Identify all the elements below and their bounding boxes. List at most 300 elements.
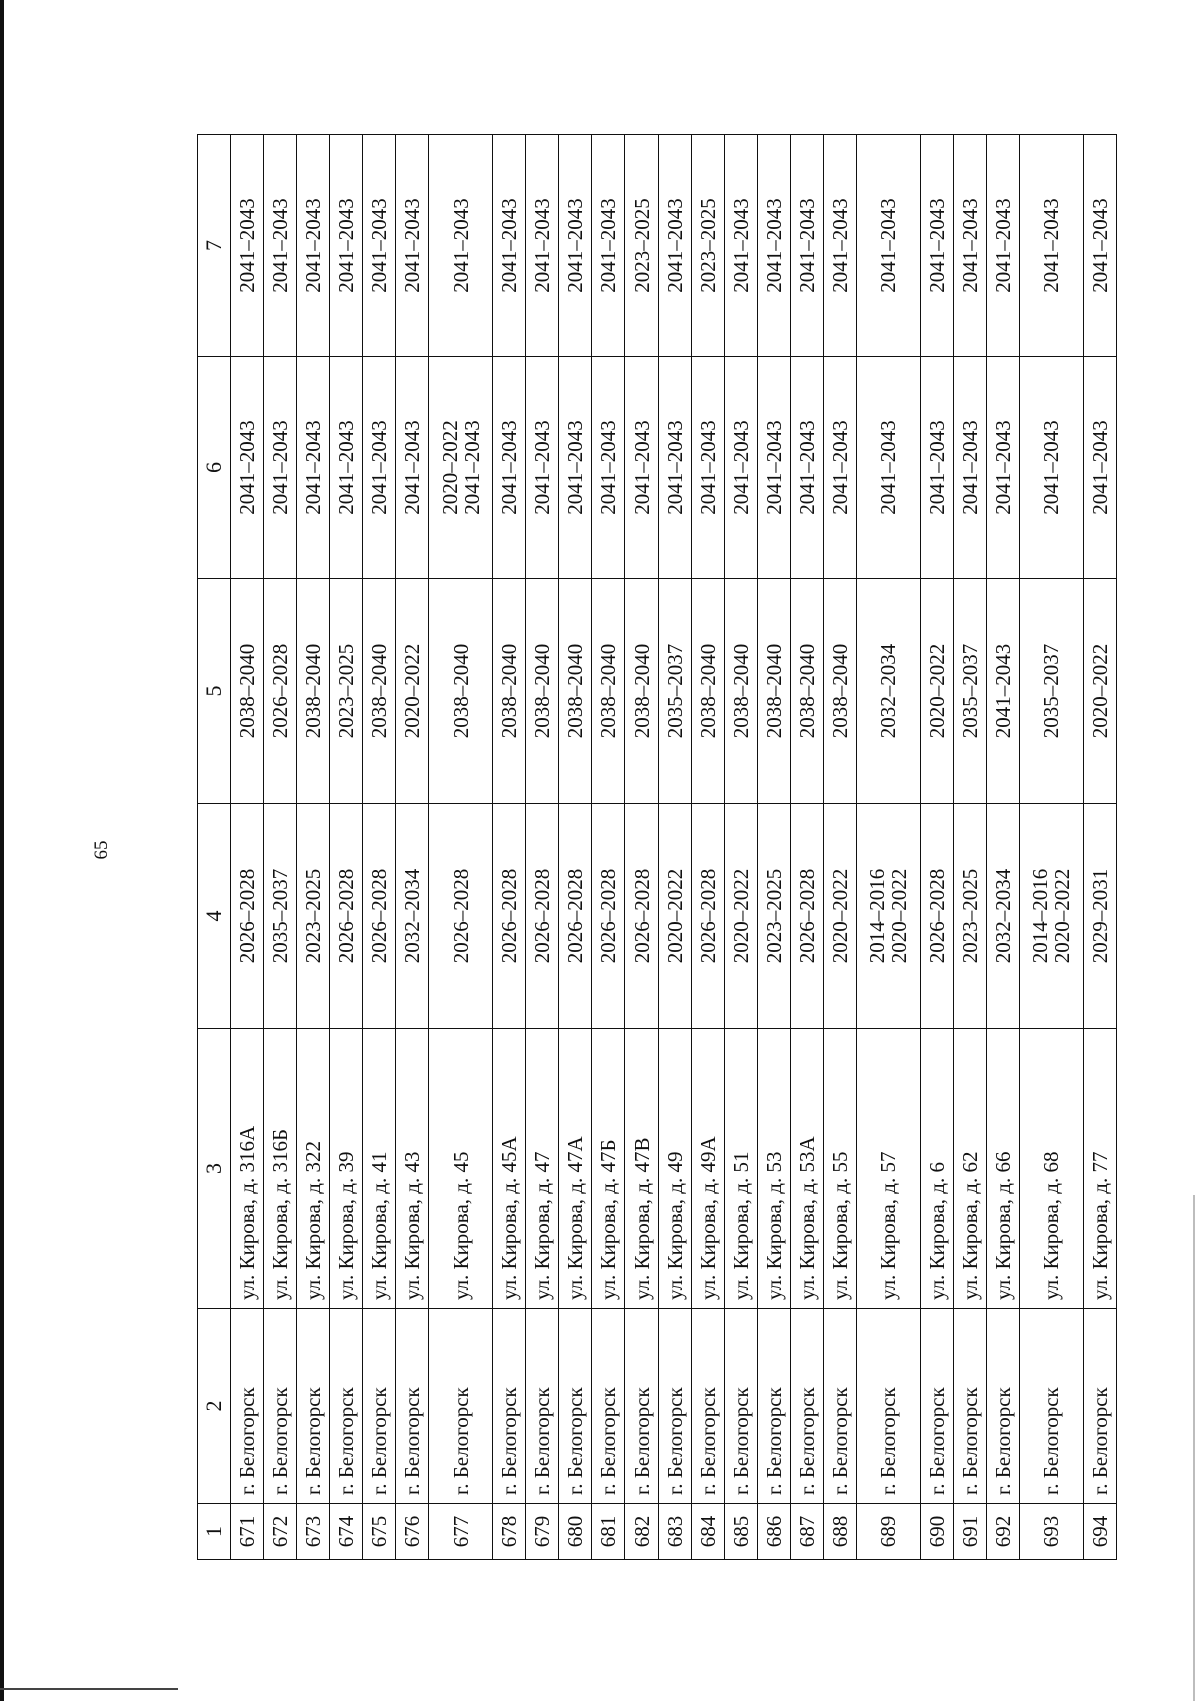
period-value: 2035–2037 (957, 643, 982, 739)
period-value: 2026–2028 (794, 868, 819, 964)
period-value: 2041–2043 (400, 420, 425, 515)
period-cell-c6 (757, 357, 790, 579)
period-cell-c7 (592, 135, 625, 357)
period-cell-c6 (363, 357, 396, 579)
period-value: 2041–2043 (530, 420, 555, 515)
row-number-cell: 685 (724, 1504, 757, 1560)
period-cell-c4 (757, 804, 790, 1029)
address-cell: ул. Кирова, д. 43 (396, 1029, 429, 1309)
period-value: 2038–2040 (448, 643, 473, 739)
period-value: 2026–2028 (448, 868, 473, 964)
address-cell: ул. Кирова, д. 49А (691, 1029, 724, 1309)
period-value: 2014–2016 (1028, 868, 1053, 964)
period-value: 2032–2034 (400, 868, 425, 964)
period-value: 2032–2034 (876, 643, 901, 739)
period-value: 2020–2022 (728, 868, 753, 964)
period-cell-c6 (559, 357, 592, 579)
period-cell-c6 (953, 357, 986, 579)
period-value: 2020–2022 (662, 868, 687, 964)
period-value: 2020–2022 (827, 868, 852, 964)
period-value: 2023–2025 (334, 643, 359, 739)
address-cell: ул. Кирова, д. 45А (493, 1029, 526, 1309)
address-cell: ул. Кирова, д. 49 (658, 1029, 691, 1309)
address-cell: ул. Кирова, д. 53А (790, 1029, 823, 1309)
period-cell-c6 (592, 357, 625, 579)
period-value: 2038–2040 (367, 643, 392, 739)
period-cell-c5 (264, 579, 297, 804)
row-number-cell: 676 (396, 1504, 429, 1560)
column-header: 5 (198, 579, 231, 804)
period-cell-c4 (625, 804, 658, 1029)
row-number-cell: 678 (493, 1504, 526, 1560)
period-value: 2041–2043 (268, 198, 293, 293)
period-value: 2041–2043 (235, 420, 260, 515)
column-header: 6 (198, 357, 231, 579)
city-cell: г. Белогорск (1019, 1309, 1083, 1504)
period-value: 2041–2043 (924, 198, 949, 293)
address-cell: ул. Кирова, д. 316А (231, 1029, 264, 1309)
period-cell-c4 (1019, 804, 1083, 1029)
period-value: 2020–2022 (1087, 643, 1112, 739)
period-cell-c7 (297, 135, 330, 357)
period-cell-c6 (1083, 357, 1116, 579)
period-value: 2041–2043 (301, 420, 326, 515)
period-cell-c5 (691, 579, 724, 804)
period-cell-c7 (625, 135, 658, 357)
period-value: 2041–2043 (662, 420, 687, 515)
period-cell-c4 (363, 804, 396, 1029)
period-value: 2041–2043 (235, 198, 260, 293)
period-cell-c4 (264, 804, 297, 1029)
table-row (986, 135, 1019, 1560)
period-cell-c6 (724, 357, 757, 579)
column-header: 4 (198, 804, 231, 1029)
period-value: 2041–2043 (1039, 198, 1064, 293)
period-cell-c4 (691, 804, 724, 1029)
table-row (757, 135, 790, 1560)
address-cell: ул. Кирова, д. 45 (429, 1029, 493, 1309)
schedule-table (197, 134, 1117, 1560)
period-cell-c7 (396, 135, 429, 357)
period-value: 2041–2043 (924, 420, 949, 515)
period-cell-c4 (429, 804, 493, 1029)
city-cell: г. Белогорск (264, 1309, 297, 1504)
address-cell: ул. Кирова, д. 57 (856, 1029, 920, 1309)
row-number-cell: 671 (231, 1504, 264, 1560)
period-value: 2035–2037 (268, 868, 293, 964)
period-cell-c7 (658, 135, 691, 357)
table-row (691, 135, 724, 1560)
period-cell-c7 (757, 135, 790, 357)
address-cell: ул. Кирова, д. 39 (330, 1029, 363, 1309)
city-cell: г. Белогорск (231, 1309, 264, 1504)
period-value: 2041–2043 (794, 420, 819, 515)
table-row (330, 135, 363, 1560)
table-row (526, 135, 559, 1560)
period-cell-c7 (823, 135, 856, 357)
period-value: 2041–2043 (761, 420, 786, 515)
row-number-cell: 681 (592, 1504, 625, 1560)
period-value: 2041–2043 (662, 198, 687, 293)
row-number-cell: 680 (559, 1504, 592, 1560)
city-cell: г. Белогорск (757, 1309, 790, 1504)
city-cell: г. Белогорск (625, 1309, 658, 1504)
period-cell-c4 (823, 804, 856, 1029)
row-number-cell: 693 (1019, 1504, 1083, 1560)
address-cell: ул. Кирова, д. 55 (823, 1029, 856, 1309)
period-cell-c4 (986, 804, 1019, 1029)
period-value: 2038–2040 (530, 643, 555, 739)
period-value: 2020–2022 (400, 643, 425, 739)
table-row (429, 135, 493, 1560)
table-row (920, 135, 953, 1560)
period-cell-c4 (658, 804, 691, 1029)
city-cell: г. Белогорск (920, 1309, 953, 1504)
period-value: 2035–2037 (1039, 643, 1064, 739)
period-cell-c7 (790, 135, 823, 357)
period-cell-c5 (1083, 579, 1116, 804)
period-value: 2038–2040 (563, 643, 588, 739)
period-value: 2023–2025 (695, 198, 720, 293)
period-value: 2041–2043 (563, 420, 588, 515)
city-cell: г. Белогорск (592, 1309, 625, 1504)
city-cell: г. Белогорск (724, 1309, 757, 1504)
period-cell-c4 (592, 804, 625, 1029)
period-value: 2041–2043 (268, 420, 293, 515)
period-value: 2038–2040 (497, 643, 522, 739)
period-cell-c5 (363, 579, 396, 804)
period-value: 2023–2025 (761, 868, 786, 964)
column-header: 3 (198, 1029, 231, 1309)
table-row (231, 135, 264, 1560)
period-value: 2041–2043 (530, 198, 555, 293)
period-cell-c5 (231, 579, 264, 804)
period-cell-c6 (526, 357, 559, 579)
address-cell: ул. Кирова, д. 51 (724, 1029, 757, 1309)
period-value: 2041–2043 (596, 198, 621, 293)
period-cell-c7 (920, 135, 953, 357)
period-value: 2041–2043 (459, 420, 484, 515)
table-row (1019, 135, 1083, 1560)
period-value: 2038–2040 (695, 643, 720, 739)
period-value: 2041–2043 (728, 198, 753, 293)
period-cell-c6 (264, 357, 297, 579)
period-cell-c5 (1019, 579, 1083, 804)
table-row (264, 135, 297, 1560)
period-cell-c5 (429, 579, 493, 804)
row-number-cell: 675 (363, 1504, 396, 1560)
period-cell-c7 (1019, 135, 1083, 357)
table-row (493, 135, 526, 1560)
period-value: 2023–2025 (957, 868, 982, 964)
row-number-cell: 679 (526, 1504, 559, 1560)
period-value: 2041–2043 (876, 420, 901, 515)
period-value: 2041–2043 (827, 420, 852, 515)
period-value: 2023–2025 (301, 868, 326, 964)
table-row (953, 135, 986, 1560)
city-cell: г. Белогорск (330, 1309, 363, 1504)
period-cell-c6 (658, 357, 691, 579)
scan-edge-left (0, 0, 4, 1701)
city-cell: г. Белогорск (823, 1309, 856, 1504)
table-row (396, 135, 429, 1560)
period-value: 2041–2043 (334, 420, 359, 515)
period-cell-c5 (953, 579, 986, 804)
address-cell: ул. Кирова, д. 68 (1019, 1029, 1083, 1309)
table-row (658, 135, 691, 1560)
period-value: 2041–2043 (876, 198, 901, 293)
row-number-cell: 673 (297, 1504, 330, 1560)
period-value: 2038–2040 (596, 643, 621, 739)
period-value: 2041–2043 (596, 420, 621, 515)
period-value: 2041–2043 (957, 420, 982, 515)
period-value: 2041–2043 (334, 198, 359, 293)
period-cell-c5 (724, 579, 757, 804)
period-value: 2026–2028 (530, 868, 555, 964)
period-value: 2032–2034 (990, 868, 1015, 964)
address-cell: ул. Кирова, д. 53 (757, 1029, 790, 1309)
period-cell-c5 (330, 579, 363, 804)
table-row (363, 135, 396, 1560)
period-cell-c4 (559, 804, 592, 1029)
period-cell-c4 (396, 804, 429, 1029)
row-number-cell: 690 (920, 1504, 953, 1560)
period-cell-c5 (986, 579, 1019, 804)
period-cell-c4 (790, 804, 823, 1029)
period-value: 2041–2043 (497, 198, 522, 293)
period-value: 2041–2043 (400, 198, 425, 293)
period-cell-c6 (625, 357, 658, 579)
period-cell-c6 (396, 357, 429, 579)
row-number-cell: 682 (625, 1504, 658, 1560)
period-cell-c5 (592, 579, 625, 804)
city-cell: г. Белогорск (429, 1309, 493, 1504)
column-header: 2 (198, 1309, 231, 1504)
period-value: 2041–2043 (761, 198, 786, 293)
period-cell-c4 (856, 804, 920, 1029)
row-number-cell: 694 (1083, 1504, 1116, 1560)
period-value: 2041–2043 (1087, 198, 1112, 293)
city-cell: г. Белогорск (856, 1309, 920, 1504)
period-value: 2038–2040 (761, 643, 786, 739)
address-cell: ул. Кирова, д. 77 (1083, 1029, 1116, 1309)
period-cell-c6 (231, 357, 264, 579)
period-cell-c4 (724, 804, 757, 1029)
address-cell: ул. Кирова, д. 322 (297, 1029, 330, 1309)
row-number-cell: 687 (790, 1504, 823, 1560)
period-cell-c4 (231, 804, 264, 1029)
period-cell-c5 (493, 579, 526, 804)
period-cell-c5 (297, 579, 330, 804)
period-cell-c4 (526, 804, 559, 1029)
period-cell-c5 (823, 579, 856, 804)
period-value: 2023–2025 (629, 198, 654, 293)
period-value: 2020–2022 (924, 643, 949, 739)
row-number-cell: 677 (429, 1504, 493, 1560)
period-cell-c5 (559, 579, 592, 804)
period-cell-c7 (724, 135, 757, 357)
period-value: 2041–2043 (827, 198, 852, 293)
period-cell-c6 (920, 357, 953, 579)
period-cell-c7 (1083, 135, 1116, 357)
period-value: 2026–2028 (924, 868, 949, 964)
period-value: 2038–2040 (794, 643, 819, 739)
period-value: 2041–2043 (1087, 420, 1112, 515)
period-value: 2014–2016 (865, 868, 890, 964)
row-number-cell: 691 (953, 1504, 986, 1560)
row-number-cell: 683 (658, 1504, 691, 1560)
rotated-table-container (197, 134, 1117, 1560)
period-value: 2041–2043 (367, 198, 392, 293)
row-number-cell: 672 (264, 1504, 297, 1560)
period-cell-c7 (330, 135, 363, 357)
period-cell-c5 (625, 579, 658, 804)
period-value: 2041–2043 (563, 198, 588, 293)
period-value: 2026–2028 (563, 868, 588, 964)
city-cell: г. Белогорск (526, 1309, 559, 1504)
row-number-cell: 692 (986, 1504, 1019, 1560)
city-cell: г. Белогорск (658, 1309, 691, 1504)
period-cell-c4 (493, 804, 526, 1029)
period-value: 2026–2028 (334, 868, 359, 964)
table-row (625, 135, 658, 1560)
period-value: 2029–2031 (1087, 868, 1112, 964)
period-value: 2038–2040 (629, 643, 654, 739)
address-cell: ул. Кирова, д. 316Б (264, 1029, 297, 1309)
period-value: 2041–2043 (497, 420, 522, 515)
period-value: 2035–2037 (662, 643, 687, 739)
period-cell-c6 (297, 357, 330, 579)
period-value: 2038–2040 (301, 643, 326, 739)
page-number: 65 (91, 840, 112, 860)
row-number-cell: 684 (691, 1504, 724, 1560)
row-number-cell: 674 (330, 1504, 363, 1560)
period-cell-c4 (1083, 804, 1116, 1029)
period-cell-c6 (429, 357, 493, 579)
period-value: 2041–2043 (728, 420, 753, 515)
table-row (856, 135, 920, 1560)
period-cell-c6 (823, 357, 856, 579)
table-row (823, 135, 856, 1560)
period-cell-c6 (1019, 357, 1083, 579)
period-cell-c5 (526, 579, 559, 804)
period-value: 2038–2040 (827, 643, 852, 739)
table-row (592, 135, 625, 1560)
city-cell: г. Белогорск (396, 1309, 429, 1504)
period-cell-c5 (790, 579, 823, 804)
period-cell-c7 (363, 135, 396, 357)
period-value: 2026–2028 (268, 643, 293, 739)
period-value: 2020–2022 (1050, 868, 1075, 964)
period-cell-c7 (526, 135, 559, 357)
period-value: 2041–2043 (957, 198, 982, 293)
city-cell: г. Белогорск (986, 1309, 1019, 1504)
address-cell: ул. Кирова, д. 62 (953, 1029, 986, 1309)
table-row (790, 135, 823, 1560)
row-number-cell: 688 (823, 1504, 856, 1560)
period-cell-c5 (920, 579, 953, 804)
period-value: 2041–2043 (990, 420, 1015, 515)
period-cell-c7 (856, 135, 920, 357)
period-value: 2026–2028 (629, 868, 654, 964)
period-cell-c4 (297, 804, 330, 1029)
column-header: 7 (198, 135, 231, 357)
period-cell-c4 (330, 804, 363, 1029)
scan-bottom-line (0, 1688, 178, 1690)
period-cell-c4 (953, 804, 986, 1029)
period-value: 2041–2043 (1039, 420, 1064, 515)
period-value: 2041–2043 (629, 420, 654, 515)
period-cell-c6 (330, 357, 363, 579)
column-header: 1 (198, 1504, 231, 1560)
period-cell-c7 (429, 135, 493, 357)
period-value: 2041–2043 (990, 643, 1015, 739)
period-value: 2041–2043 (794, 198, 819, 293)
period-value: 2026–2028 (235, 868, 260, 964)
period-value: 2020–2022 (437, 420, 462, 515)
period-value: 2038–2040 (235, 643, 260, 739)
period-cell-c7 (493, 135, 526, 357)
period-value: 2026–2028 (695, 868, 720, 964)
period-cell-c5 (856, 579, 920, 804)
period-cell-c7 (986, 135, 1019, 357)
period-cell-c4 (920, 804, 953, 1029)
address-cell: ул. Кирова, д. 41 (363, 1029, 396, 1309)
period-value: 2020–2022 (887, 868, 912, 964)
period-cell-c7 (231, 135, 264, 357)
table-body (198, 135, 1117, 1560)
address-cell: ул. Кирова, д. 66 (986, 1029, 1019, 1309)
period-cell-c7 (559, 135, 592, 357)
period-cell-c5 (658, 579, 691, 804)
period-value: 2041–2043 (990, 198, 1015, 293)
period-cell-c7 (264, 135, 297, 357)
city-cell: г. Белогорск (1083, 1309, 1116, 1504)
row-number-cell: 689 (856, 1504, 920, 1560)
period-cell-c5 (396, 579, 429, 804)
period-value: 2026–2028 (596, 868, 621, 964)
city-cell: г. Белогорск (691, 1309, 724, 1504)
period-value: 2041–2043 (695, 420, 720, 515)
period-cell-c7 (953, 135, 986, 357)
scan-edge-right (1193, 1195, 1195, 1701)
period-cell-c6 (691, 357, 724, 579)
period-cell-c7 (691, 135, 724, 357)
period-cell-c5 (757, 579, 790, 804)
address-cell: ул. Кирова, д. 6 (920, 1029, 953, 1309)
period-cell-c6 (493, 357, 526, 579)
period-cell-c6 (856, 357, 920, 579)
city-cell: г. Белогорск (790, 1309, 823, 1504)
table-header-row (198, 135, 231, 1560)
period-value: 2041–2043 (301, 198, 326, 293)
row-number-cell: 686 (757, 1504, 790, 1560)
period-value: 2041–2043 (448, 198, 473, 293)
period-value: 2041–2043 (367, 420, 392, 515)
address-cell: ул. Кирова, д. 47В (625, 1029, 658, 1309)
table-row (559, 135, 592, 1560)
address-cell: ул. Кирова, д. 47А (559, 1029, 592, 1309)
table-row (724, 135, 757, 1560)
city-cell: г. Белогорск (363, 1309, 396, 1504)
period-value: 2026–2028 (367, 868, 392, 964)
city-cell: г. Белогорск (559, 1309, 592, 1504)
city-cell: г. Белогорск (953, 1309, 986, 1504)
period-value: 2026–2028 (497, 868, 522, 964)
address-cell: ул. Кирова, д. 47 (526, 1029, 559, 1309)
table-row (1083, 135, 1116, 1560)
period-cell-c6 (790, 357, 823, 579)
